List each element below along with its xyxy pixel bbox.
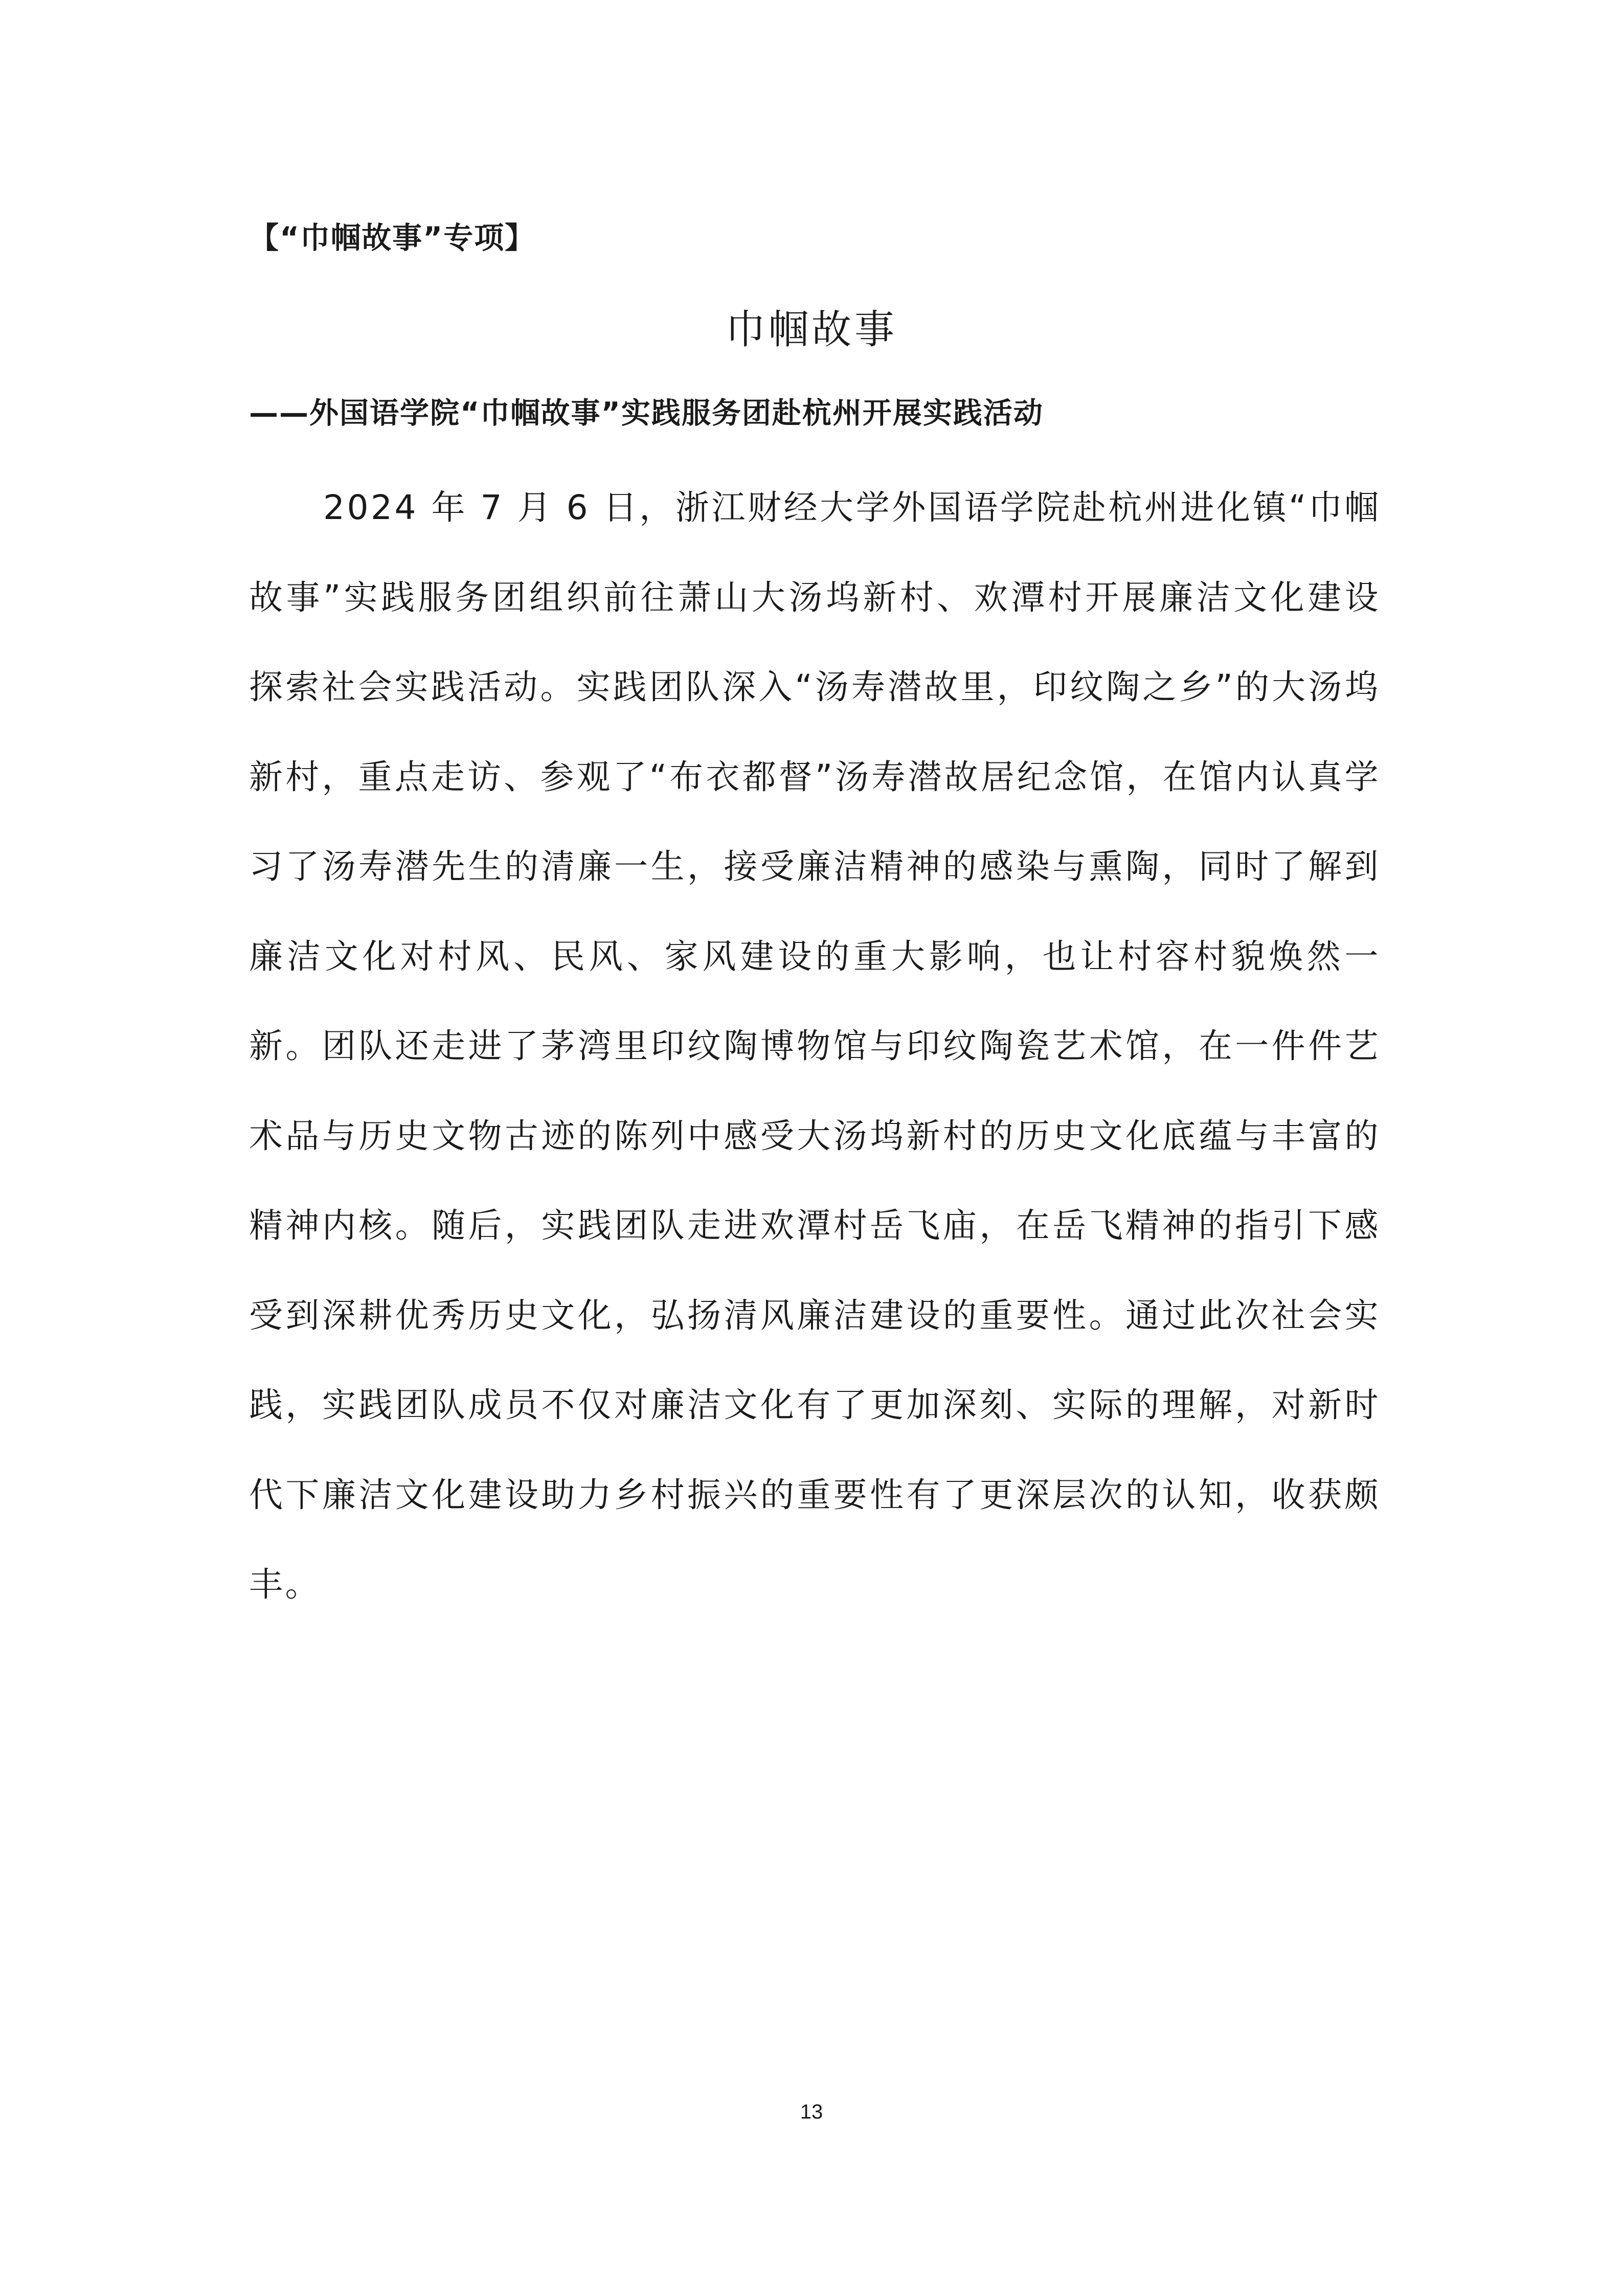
document-title: 巾帼故事 [725, 307, 897, 353]
document-subtitle: ——外国语学院“巾帼故事”实践服务团赴杭州开展实践活动 [249, 396, 1044, 430]
page-number: 13 [800, 2101, 823, 2123]
body-paragraph: 2024 年 7 月 6 日，浙江财经大学外国语学院赴杭州进化镇“巾帼故事”实践服务团组织前往萧山大汤坞新村、欢潭村开展廉洁文化建设探索社会实践活动。实践团队深入“汤寿潜故里，印纹陶之乡”的大汤坞新村，重点走访、参观了“布衣都督”汤寿潜故居纪念馆，在馆内认真学习了汤寿潜先生的清廉一生，接受廉洁精神的感染与熏陶，同时了解到廉洁文化对村风、民风、家风建设的重大影响，也让村容村貌焕然一新。团队还走进了茅湾里印纹陶博物馆与印纹陶瓷艺术馆，在一件件艺术品与历史文物古迹的陈列中感受大汤坞新村的历史文化底蕴与丰富的精神内核。随后，实践团队走进欢潭村岳飞庙，在岳飞精神的指引下感受到深耕优秀历史文化，弘扬清风廉洁建设的重要性。通过此次社会实践，实践团队成员不仅对廉洁文化有了更加深刻、实际的理解，对新时代下廉洁文化建设助力乡村振兴的重要性有了更深层次的认知，收获颇丰。 [249, 488, 1381, 1604]
section-tag: 【“巾帼故事”专项】 [249, 220, 536, 255]
